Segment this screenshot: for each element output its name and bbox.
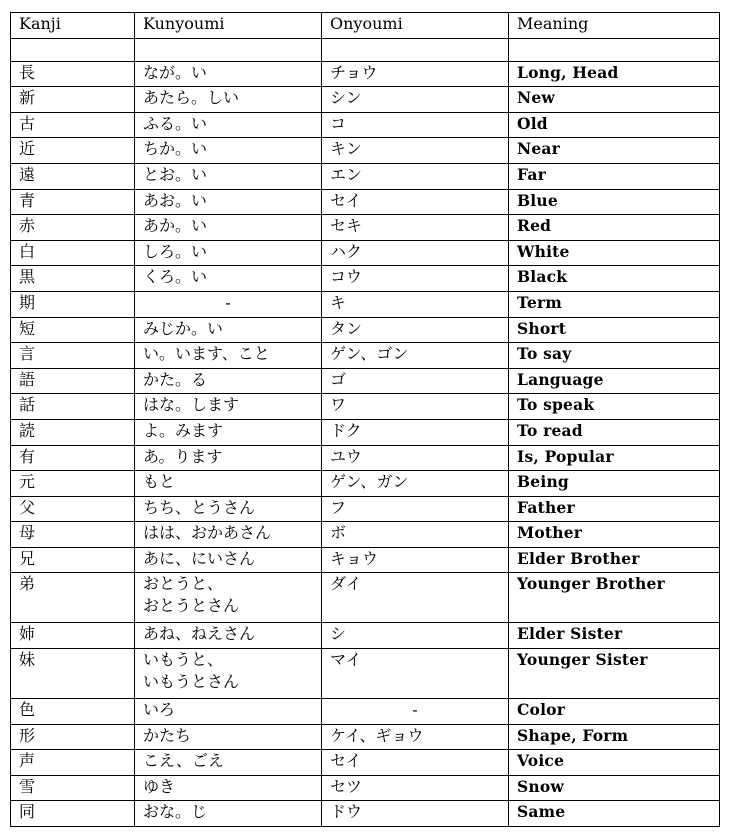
kunyoumi-cell: しろ。い [135, 240, 322, 266]
onyoumi-cell: ワ [322, 394, 509, 420]
kanji-cell: 長 [11, 61, 135, 87]
header-kunyoumi: Kunyoumi [135, 13, 322, 39]
kunyoumi-cell: かたち [135, 724, 322, 750]
kunyoumi-cell: あね、ねえさん [135, 623, 322, 649]
kanji-cell: 妹 [11, 649, 135, 699]
meaning-cell: Long, Head [509, 61, 720, 87]
table-row [11, 87, 720, 113]
kanji-cell: 期 [11, 291, 135, 317]
meaning-cell: Voice [509, 750, 720, 776]
table-row [11, 699, 720, 725]
kanji-cell: 有 [11, 445, 135, 471]
onyoumi-cell: ダイ [322, 573, 509, 623]
table-row [11, 368, 720, 394]
meaning-cell: Red [509, 215, 720, 241]
table-row [11, 724, 720, 750]
table-row [11, 112, 720, 138]
meaning-cell: Mother [509, 522, 720, 548]
kunyoumi-cell: あたら。しい [135, 87, 322, 113]
table-row [11, 471, 720, 497]
meaning-cell: Father [509, 496, 720, 522]
kanji-cell: 読 [11, 419, 135, 445]
kanji-cell: 声 [11, 750, 135, 776]
kanji-cell: 青 [11, 189, 135, 215]
onyoumi-cell: ハク [322, 240, 509, 266]
kanji-cell: 遠 [11, 163, 135, 189]
kanji-cell: 話 [11, 394, 135, 420]
onyoumi-cell: セツ [322, 775, 509, 801]
onyoumi-cell: セイ [322, 750, 509, 776]
meaning-cell: Blue [509, 189, 720, 215]
table-row [11, 573, 720, 623]
kanji-cell: 同 [11, 801, 135, 827]
header-row [11, 13, 720, 39]
table-row [11, 291, 720, 317]
table-row [11, 163, 720, 189]
onyoumi-cell: ゲン、ゴン [322, 343, 509, 369]
table-row [11, 649, 720, 699]
kunyoumi-cell: あに、にいさん [135, 547, 322, 573]
onyoumi-cell: コウ [322, 266, 509, 292]
kunyoumi-cell: あお。い [135, 189, 322, 215]
meaning-cell: Being [509, 471, 720, 497]
table-row [11, 240, 720, 266]
onyoumi-cell: - [322, 699, 509, 725]
header-kanji: Kanji [11, 13, 135, 39]
kunyoumi-cell: よ。みます [135, 419, 322, 445]
meaning-cell: Short [509, 317, 720, 343]
blank-cell [322, 38, 509, 61]
table-row [11, 419, 720, 445]
table-body [11, 38, 720, 826]
onyoumi-cell: エン [322, 163, 509, 189]
table-row [11, 138, 720, 164]
table-row [11, 317, 720, 343]
kunyoumi-cell: とお。い [135, 163, 322, 189]
kunyoumi-cell: くろ。い [135, 266, 322, 292]
meaning-cell: Younger Sister [509, 649, 720, 699]
table-row [11, 215, 720, 241]
meaning-cell: Elder Brother [509, 547, 720, 573]
meaning-cell: Snow [509, 775, 720, 801]
kanji-cell: 白 [11, 240, 135, 266]
kunyoumi-cell: ちか。い [135, 138, 322, 164]
kunyoumi-cell: いもうと、 いもうとさん [135, 649, 322, 699]
kunyoumi-cell: おな。じ [135, 801, 322, 827]
blank-cell [135, 38, 322, 61]
kunyoumi-cell: - [135, 291, 322, 317]
kunyoumi-cell: ちち、とうさん [135, 496, 322, 522]
meaning-cell: Is, Popular [509, 445, 720, 471]
meaning-cell: New [509, 87, 720, 113]
meaning-cell: To say [509, 343, 720, 369]
meaning-cell: To read [509, 419, 720, 445]
kunyoumi-cell: い。います、こと [135, 343, 322, 369]
kanji-cell: 近 [11, 138, 135, 164]
meaning-cell: Same [509, 801, 720, 827]
table-row [11, 61, 720, 87]
kunyoumi-cell: はは、おかあさん [135, 522, 322, 548]
kunyoumi-cell: あ。ります [135, 445, 322, 471]
kunyoumi-cell: もと [135, 471, 322, 497]
table-row [11, 750, 720, 776]
meaning-cell: White [509, 240, 720, 266]
kanji-cell: 色 [11, 699, 135, 725]
onyoumi-cell: ドウ [322, 801, 509, 827]
kunyoumi-cell: おとうと、 おとうとさん [135, 573, 322, 623]
kanji-cell: 形 [11, 724, 135, 750]
onyoumi-cell: コ [322, 112, 509, 138]
kanji-cell: 母 [11, 522, 135, 548]
onyoumi-cell: シ [322, 623, 509, 649]
table-row [11, 775, 720, 801]
table-row [11, 547, 720, 573]
kanji-table-container [10, 12, 720, 827]
kanji-cell: 雪 [11, 775, 135, 801]
kanji-cell: 姉 [11, 623, 135, 649]
meaning-cell: Term [509, 291, 720, 317]
onyoumi-cell: シン [322, 87, 509, 113]
blank-cell [11, 38, 135, 61]
onyoumi-cell: ドク [322, 419, 509, 445]
meaning-cell: Younger Brother [509, 573, 720, 623]
header-meaning: Meaning [509, 13, 720, 39]
onyoumi-cell: ゴ [322, 368, 509, 394]
header-onyoumi: Onyoumi [322, 13, 509, 39]
table-row [11, 623, 720, 649]
meaning-cell: Elder Sister [509, 623, 720, 649]
kunyoumi-cell: いろ [135, 699, 322, 725]
meaning-cell: Language [509, 368, 720, 394]
kanji-cell: 新 [11, 87, 135, 113]
table-row [11, 394, 720, 420]
kunyoumi-cell: こえ、ごえ [135, 750, 322, 776]
table-row [11, 496, 720, 522]
onyoumi-cell: セキ [322, 215, 509, 241]
kanji-cell: 弟 [11, 573, 135, 623]
onyoumi-cell: キン [322, 138, 509, 164]
blank-cell [509, 38, 720, 61]
table-row [11, 343, 720, 369]
meaning-cell: Near [509, 138, 720, 164]
onyoumi-cell: ユウ [322, 445, 509, 471]
meaning-cell: Shape, Form [509, 724, 720, 750]
kunyoumi-cell: あか。い [135, 215, 322, 241]
table-row [11, 522, 720, 548]
onyoumi-cell: セイ [322, 189, 509, 215]
onyoumi-cell: ボ [322, 522, 509, 548]
kunyoumi-cell: ふる。い [135, 112, 322, 138]
meaning-cell: To speak [509, 394, 720, 420]
table-row [11, 189, 720, 215]
meaning-cell: Far [509, 163, 720, 189]
kunyoumi-cell: はな。します [135, 394, 322, 420]
kunyoumi-cell: かた。る [135, 368, 322, 394]
kanji-cell: 古 [11, 112, 135, 138]
kanji-cell: 語 [11, 368, 135, 394]
onyoumi-cell: キョウ [322, 547, 509, 573]
meaning-cell: Black [509, 266, 720, 292]
meaning-cell: Old [509, 112, 720, 138]
onyoumi-cell: ケイ、ギョウ [322, 724, 509, 750]
onyoumi-cell: タン [322, 317, 509, 343]
kanji-cell: 兄 [11, 547, 135, 573]
kanji-cell: 言 [11, 343, 135, 369]
table-row [11, 801, 720, 827]
kunyoumi-cell: なが。い [135, 61, 322, 87]
onyoumi-cell: マイ [322, 649, 509, 699]
onyoumi-cell: チョウ [322, 61, 509, 87]
kanji-cell: 赤 [11, 215, 135, 241]
table-row [11, 266, 720, 292]
kunyoumi-cell: ゆき [135, 775, 322, 801]
onyoumi-cell: ゲン、ガン [322, 471, 509, 497]
table-row [11, 445, 720, 471]
kanji-cell: 短 [11, 317, 135, 343]
meaning-cell: Color [509, 699, 720, 725]
blank-row [11, 38, 720, 61]
kanji-cell: 元 [11, 471, 135, 497]
kanji-table [10, 12, 720, 827]
kanji-cell: 黒 [11, 266, 135, 292]
kunyoumi-cell: みじか。い [135, 317, 322, 343]
kanji-cell: 父 [11, 496, 135, 522]
onyoumi-cell: キ [322, 291, 509, 317]
onyoumi-cell: フ [322, 496, 509, 522]
